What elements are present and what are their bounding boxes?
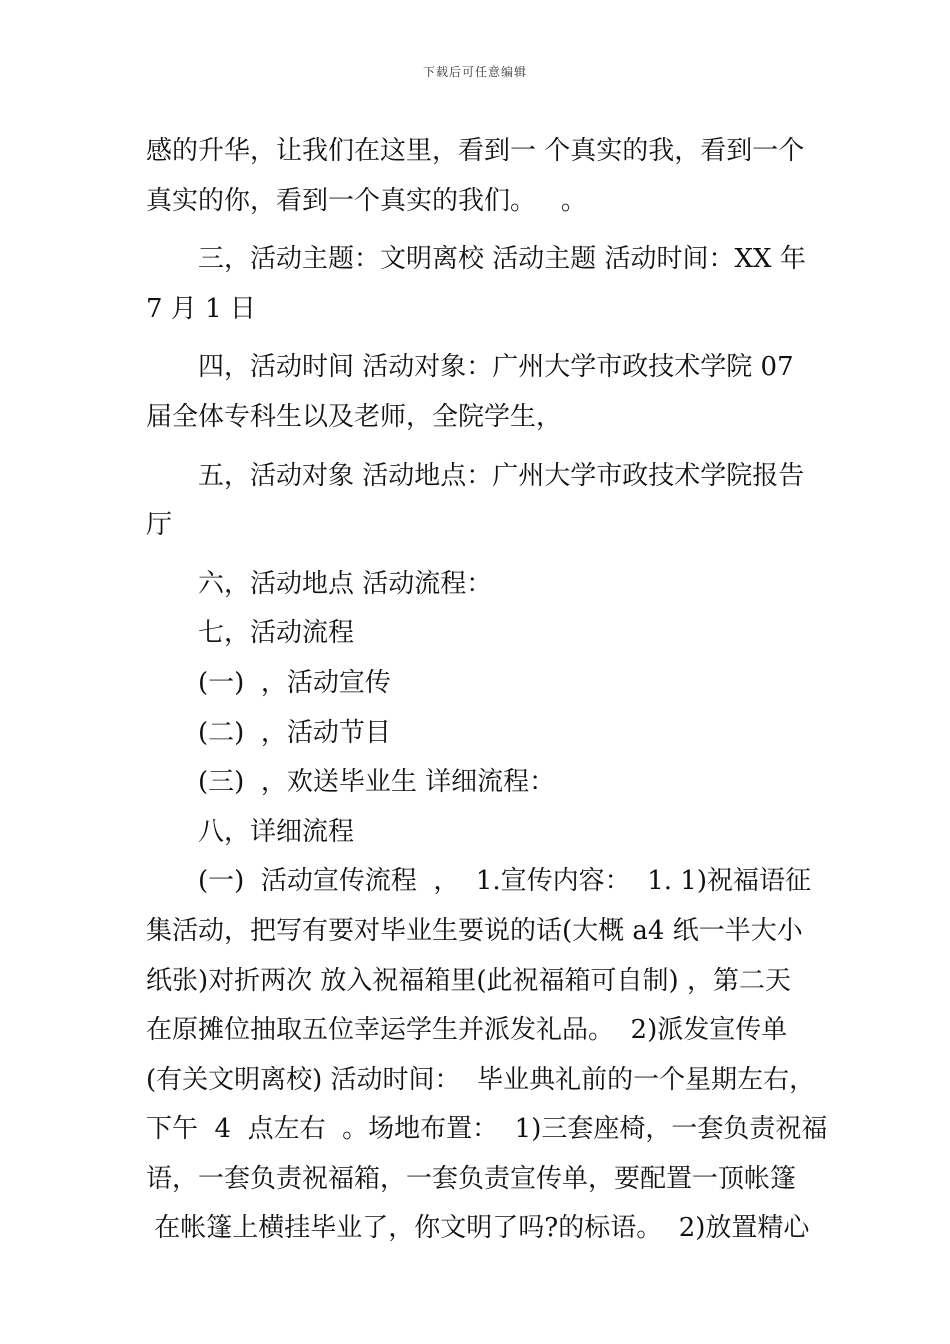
text-line: 三，活动主题：文明离校 活动主题 活动时间：XX 年 xyxy=(198,244,806,275)
text-line: 厅 xyxy=(146,510,173,541)
text-line: 集活动，把写有要对毕业生要说的话(大概 a4 纸一半大小 xyxy=(146,915,803,946)
text-line: 在帐篷上横挂毕业了，你文明了吗?的标语。 2)放置精心 xyxy=(146,1213,810,1244)
text-line: (二) ，活动节目 xyxy=(198,717,391,748)
text-line: 六，活动地点 活动流程： xyxy=(198,568,493,599)
text-line: 五，活动对象 活动地点：广州大学市政技术学院报告 xyxy=(198,460,805,491)
text-line: 四，活动时间 活动对象：广州大学市政技术学院 07 xyxy=(198,352,794,383)
text-line: 下午 4 点左右 。场地布置： 1)三套座椅，一套负责祝福 xyxy=(146,1114,828,1145)
text-line: 八，详细流程 xyxy=(198,816,355,847)
text-line: 真实的你，看到一个真实的我们。 。 xyxy=(146,185,587,216)
text-line: 语，一套负责祝福箱，一套负责宣传单，要配置一顶帐篷 xyxy=(146,1163,797,1194)
text-line: 在原摊位抽取五位幸运学生并派发礼品。 2)派发宣传单 xyxy=(146,1015,788,1046)
text-line: (一) 活动宣传流程 ， 1.宣传内容： 1. 1)祝福语征 xyxy=(198,866,811,897)
text-line: 届全体专科生以及老师，全院学生， xyxy=(146,401,563,432)
text-line: (一) ，活动宣传 xyxy=(198,667,391,698)
page-header: 下载后可任意编辑 xyxy=(422,65,527,79)
text-line: (有关文明离校) 活动时间： 毕业典礼前的一个星期左右， xyxy=(146,1064,816,1095)
document-body xyxy=(146,127,828,1254)
text-line: 七，活动流程 xyxy=(198,618,355,649)
text-line: 感的升华，让我们在这里，看到一 个真实的我，看到一个 xyxy=(146,136,805,166)
text-line: 纸张)对折两次 放入祝福箱里(此祝福箱可自制) ，第二天 xyxy=(146,965,791,996)
text-line: (三) ，欢送毕业生 详细流程： xyxy=(198,767,556,798)
text-line: 7 月 1 日 xyxy=(146,293,256,324)
